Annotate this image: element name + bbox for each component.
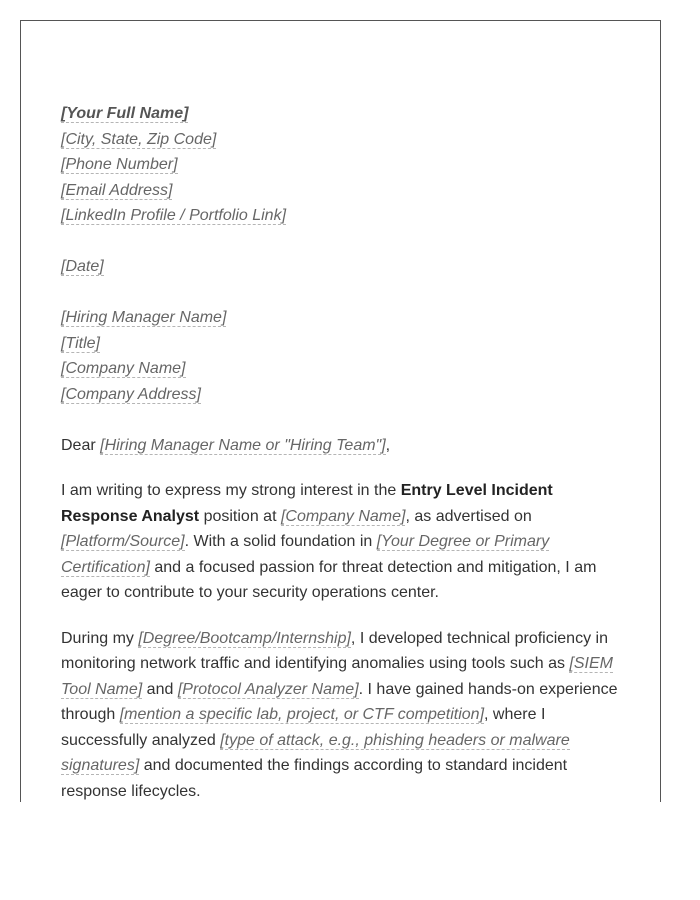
sender-block — [61, 101, 621, 229]
spacer — [61, 229, 621, 255]
para1-degree[interactable]: [Your Degree or Primary Certification] — [61, 533, 550, 576]
para1-text-1: I am writing to express my strong interest in the — [61, 482, 401, 499]
para2-text-1: During my — [61, 629, 139, 647]
para1-text-3: , as advertised on — [405, 507, 532, 525]
para2-siem[interactable]: [SIEM Tool Name] — [61, 655, 613, 698]
recipient-address[interactable]: [Company Address] — [61, 385, 201, 403]
recipient-manager[interactable]: [Hiring Manager Name] — [61, 309, 227, 326]
para2-lab[interactable]: [mention a specific lab, project, or CTF competition] — [119, 706, 485, 723]
greeting — [61, 433, 621, 459]
para1-text-5: and a focused passion for threat detection and mitigation, I am eager to contribute to your security operations center. — [61, 558, 597, 601]
letter-content — [61, 101, 621, 802]
para1-text-4: . With a solid foundation in — [184, 533, 377, 550]
sender-city[interactable]: [City, State, Zip Code] — [61, 130, 217, 148]
paragraph-intro — [61, 478, 621, 606]
para1-role: Entry Level Incident Response Analyst — [61, 482, 553, 525]
spacer — [61, 280, 621, 306]
spacer — [61, 407, 621, 433]
greeting-prefix: Dear — [61, 436, 101, 454]
letter-date[interactable]: [Date] — [61, 258, 104, 275]
para1-text-2: position at — [199, 507, 281, 525]
para2-program[interactable]: [Degree/Bootcamp/Internship] — [138, 629, 351, 647]
para1-platform[interactable]: [Platform/Source] — [61, 533, 185, 550]
para2-text-4: . I have gained hands-on experience through — [61, 680, 618, 723]
para2-text-3: and — [142, 680, 178, 698]
recipient-title[interactable]: [Title] — [61, 334, 100, 352]
date-block — [61, 254, 621, 280]
para2-attack[interactable]: [type of attack, e.g., phishing headers or malware signatures] — [61, 731, 570, 774]
sender-name[interactable]: [Your Full Name] — [61, 105, 189, 122]
para2-protocol[interactable]: [Protocol Analyzer Name] — [177, 680, 359, 698]
para2-text-2: , I developed technical proficiency in monitoring network traffic and identifying anomalies using tools such as — [61, 629, 608, 672]
recipient-company[interactable]: [Company Name] — [61, 360, 186, 377]
para1-company[interactable]: [Company Name] — [280, 507, 406, 525]
paragraph-experience — [61, 626, 621, 803]
recipient-block — [61, 305, 621, 407]
para2-text-5: , where I successfully analyzed — [61, 706, 546, 749]
para2-text-6: and documented the findings according to standard incident response lifecycles. — [61, 757, 568, 800]
sender-email[interactable]: [Email Address] — [61, 181, 173, 199]
greeting-name[interactable]: [Hiring Manager Name or "Hiring Team"] — [100, 436, 386, 454]
sender-phone[interactable]: [Phone Number] — [61, 156, 178, 173]
greeting-suffix: , — [385, 436, 391, 454]
letter-page — [20, 20, 661, 802]
sender-link[interactable]: [LinkedIn Profile / Portfolio Link] — [61, 207, 287, 224]
